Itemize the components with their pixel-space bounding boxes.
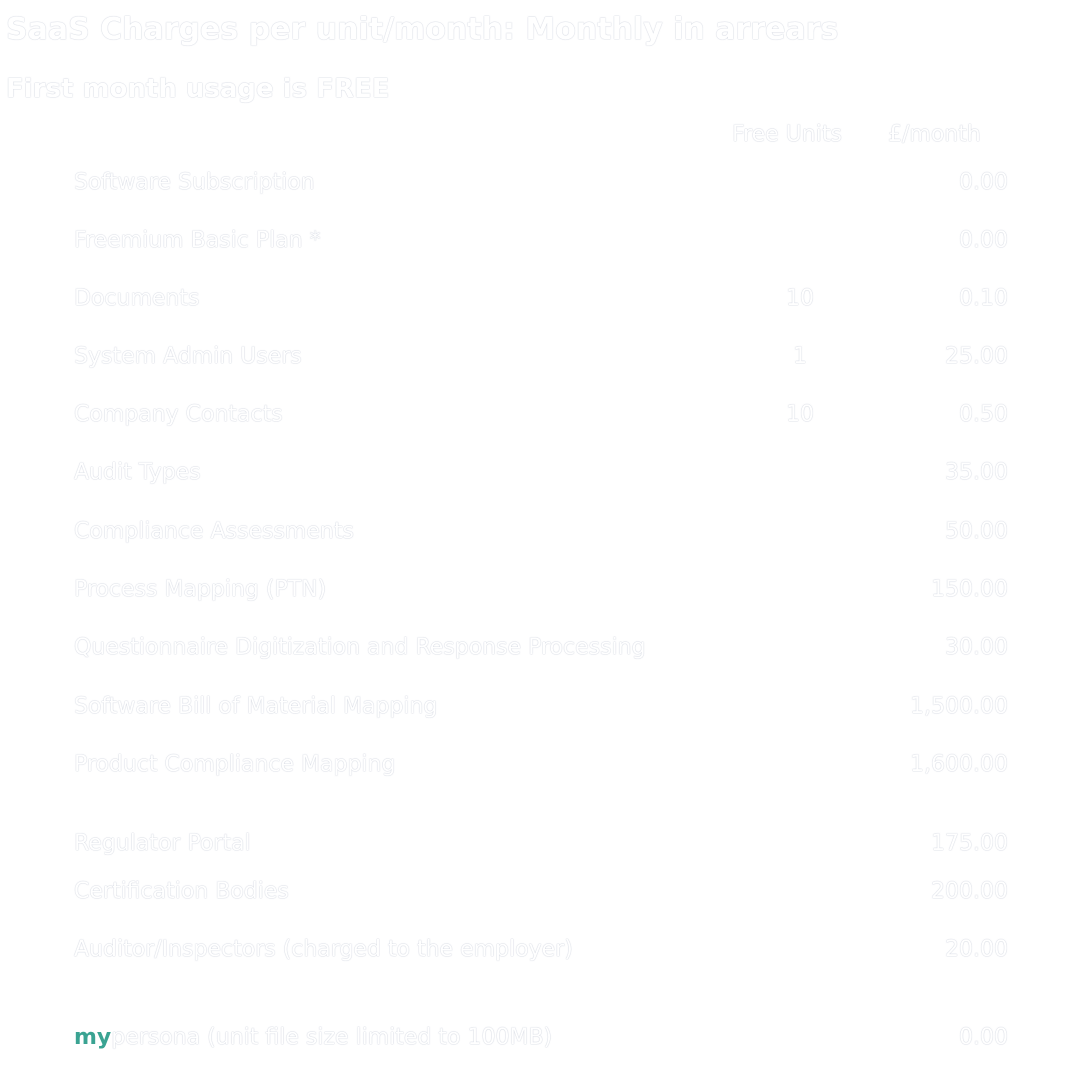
row-price: 150.00 — [931, 577, 1008, 602]
row-free-units: 1 — [793, 344, 807, 369]
pricing-row — [0, 286, 1080, 320]
row-label: Regulator Portal — [74, 831, 251, 856]
pricing-row — [0, 228, 1080, 262]
pricing-row — [0, 344, 1080, 378]
row-label: Product Compliance Mapping — [74, 752, 396, 777]
row-price: 200.00 — [931, 879, 1008, 904]
pricing-row — [0, 460, 1080, 494]
pricing-row — [0, 937, 1080, 971]
row-price: 0.00 — [959, 228, 1008, 253]
row-price: 1,500.00 — [910, 694, 1008, 719]
row-price: 0.00 — [959, 1025, 1008, 1050]
row-price: 25.00 — [945, 344, 1008, 369]
pricing-row — [0, 635, 1080, 669]
mypersona-label — [74, 1025, 552, 1050]
pricing-row — [0, 170, 1080, 204]
row-label: Software Subscription — [74, 170, 315, 195]
pricing-row — [0, 519, 1080, 553]
pricing-row — [0, 694, 1080, 728]
mypersona-row — [0, 1025, 1080, 1059]
row-price: 0.50 — [959, 402, 1008, 427]
row-label: Software Bill of Material Mapping — [74, 694, 438, 719]
pricing-row — [0, 831, 1080, 865]
row-price: 50.00 — [945, 519, 1008, 544]
page-subtitle: First month usage is FREE — [6, 74, 390, 104]
column-header-per-month: £/month — [888, 122, 981, 147]
pricing-row — [0, 577, 1080, 611]
row-label: Auditor/Inspectors (charged to the employer) — [74, 937, 573, 962]
page-title: SaaS Charges per unit/month: Monthly in arrears — [6, 12, 839, 47]
row-price: 0.00 — [959, 170, 1008, 195]
row-label: Certification Bodies — [74, 879, 289, 904]
row-price: 30.00 — [945, 635, 1008, 660]
row-price: 0.10 — [959, 286, 1008, 311]
row-price: 1,600.00 — [910, 752, 1008, 777]
mypersona-note: (unit file size limited to 100MB) — [200, 1025, 553, 1050]
pricing-row — [0, 752, 1080, 786]
row-label: Freemium Basic Plan * — [74, 228, 321, 253]
row-label: Process Mapping (PTN) — [74, 577, 327, 602]
row-price: 35.00 — [945, 460, 1008, 485]
pricing-row — [0, 879, 1080, 913]
row-price: 20.00 — [945, 937, 1008, 962]
row-free-units: 10 — [786, 402, 814, 427]
column-header-free-units: Free Units — [732, 122, 842, 147]
row-price: 175.00 — [931, 831, 1008, 856]
row-free-units: 10 — [786, 286, 814, 311]
row-label: Documents — [74, 286, 200, 311]
row-label: Compliance Assessments — [74, 519, 354, 544]
brand-my: my — [74, 1025, 112, 1050]
brand-persona: persona — [111, 1025, 201, 1050]
row-label: Audit Types — [74, 460, 201, 485]
row-label: Company Contacts — [74, 402, 283, 427]
row-label: System Admin Users — [74, 344, 302, 369]
pricing-row — [0, 402, 1080, 436]
row-label: Questionnaire Digitization and Response Processing — [74, 635, 646, 660]
